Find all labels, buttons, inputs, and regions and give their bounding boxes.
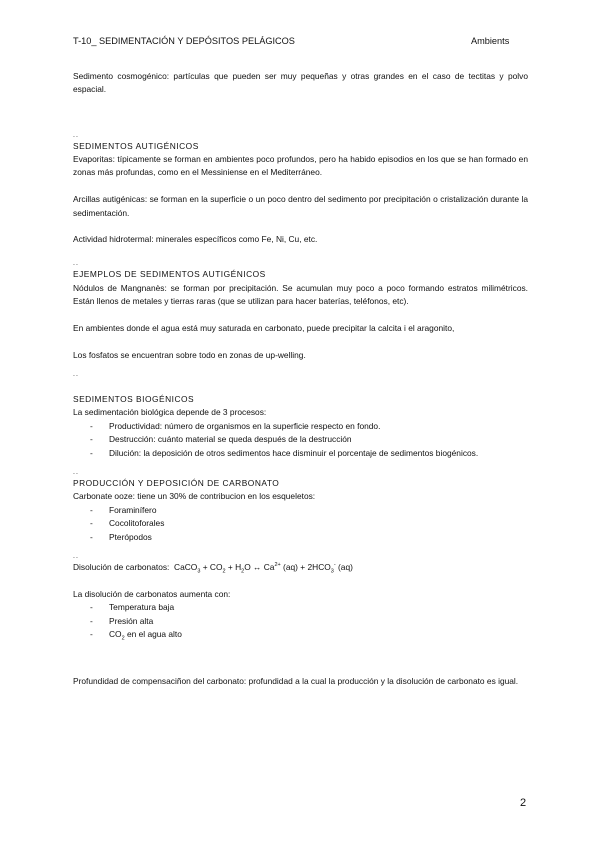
paragraph-nodulos: Nódulos de Mangnanès: se forman por precipitación. Se acumulan muy poco a poco formando estratos milimétricos. Están llenos de metales y tierras raras (que se utilizan para hacer baterías, teléfonos, etc).: [73, 282, 528, 307]
paragraph-carbonato: En ambientes donde el agua está muy saturada en carbonato, puede precipitar la calcita i el aragonito,: [73, 322, 455, 333]
paragraph-fosfatos: Los fosfatos se encuentran sobre todo en zonas de up-welling.: [73, 349, 306, 360]
list-item: - Cocolitoforales: [90, 518, 165, 529]
list-item: - Temperatura baja: [90, 602, 175, 613]
paragraph-dissolution-increase: La disolución de carbonatos aumenta con:: [73, 588, 231, 599]
list-biogenic-processes: [73, 420, 528, 460]
list-item: - Dilución: la deposición de otros sedimentos hace disminuir el porcentaje de sedimentos biogénicos.: [90, 447, 479, 458]
heading-examples: EJEMPLOS DE SEDIMENTOS AUTIGÉNICOS: [73, 269, 266, 280]
section-separator: ..: [73, 553, 79, 561]
list-item: - Productividad: número de organismos en la superficie respecto en fondo.: [90, 420, 381, 431]
heading-authigenic: SEDIMENTOS AUTIGÉNICOS: [73, 140, 199, 151]
heading-carbonate: PRODUCCIÓN Y DEPOSICIÓN DE CARBONATO: [73, 478, 280, 489]
section-separator: ..: [73, 371, 79, 379]
list-item: - $CO_2$ en el agua alto: [90, 629, 182, 642]
paragraph-cosmogenic: Sedimento cosmogénico: partículas que pueden ser muy pequeñas y otras grandes en el caso de tectitas y polvo espacial.: [73, 71, 528, 95]
paragraph-carbonate-intro: Carbonate ooze: tiene un 30% de contribucion en los esqueletos:: [73, 491, 316, 502]
header-subject: Ambients: [471, 36, 510, 46]
list-item: - Foraminífero: [90, 504, 157, 515]
paragraph-evaporitas: Evaporitas: típicamente se forman en ambientes poco profundos, pero ha habido episodios en los que se han formado en zonas más profundas, como en el Messiniense en el Mediterráneo.: [73, 154, 528, 178]
header-title: T-10_ SEDIMENTACIÓN Y DEPÓSITOS PELÁGICOS: [73, 36, 295, 46]
list-item: - Destrucción: cuánto material se queda después de la destrucción: [90, 434, 352, 445]
list-dissolution-factors: [73, 601, 528, 641]
section-separator: ..: [73, 260, 79, 268]
dissolution-equation: Disolución de carbonatos: CaCO$_3$ + $CO_2 + H_2O$ ↔ $Ca^{2+}$ $(aq) + 2HCO_3^-$ (aq): [73, 562, 353, 575]
paragraph-hidrotermal: Actividad hidrotermal: minerales específicos como Fe, Ni, Cu, etc.: [73, 234, 318, 245]
section-separator: ..: [73, 131, 79, 139]
paragraph-ccd: Profundidad de compensaciñon del carbonato: profundidad a la cual la producción y la disolución de carbonato es igual.: [73, 676, 519, 687]
section-separator: ..: [73, 469, 79, 477]
list-carbonate-organisms: [73, 504, 528, 544]
list-item: - Pterópodos: [90, 531, 152, 542]
paragraph-arcillas: Arcillas autigénicas: se forman en la superficie o un poco dentro del sedimento por precipitación o cristalización durante la sedimentación.: [73, 194, 528, 218]
page-content: [73, 70, 528, 689]
paragraph-biogenic-intro: La sedimentación biológica depende de 3 procesos:: [73, 407, 267, 418]
list-item: - Presión alta: [90, 615, 154, 626]
heading-biogenic: SEDIMENTOS BIOGÉNICOS: [73, 394, 195, 405]
page-number: 2: [520, 797, 527, 809]
